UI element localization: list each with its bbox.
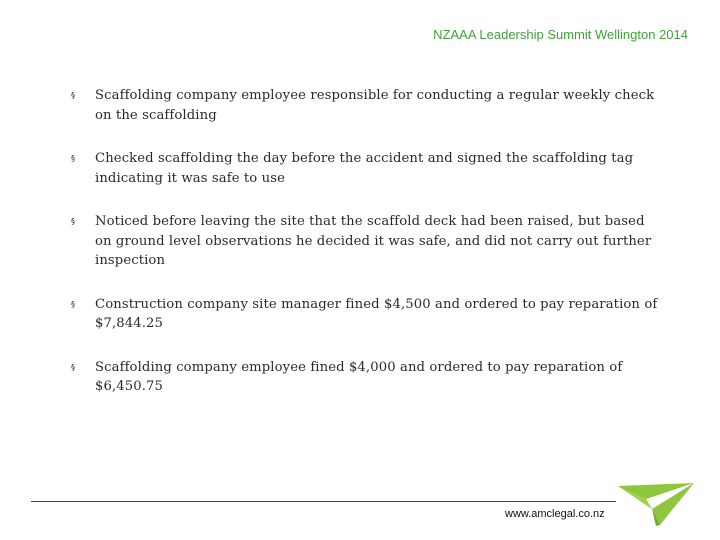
bullet-marker: § [71, 217, 75, 226]
paper-plane-icon [616, 481, 696, 529]
bullet-text: Construction company site manager fined $4,500 and ordered to pay reparation of $7,844.25 [95, 296, 658, 331]
list-item [71, 358, 661, 397]
list-item [71, 212, 661, 271]
footer-divider [31, 501, 616, 502]
bullet-text: Scaffolding company employee fined $4,000 and ordered to pay reparation of $6,450.75 [95, 359, 623, 394]
header-title: NZAAA Leadership Summit Wellington 2014 [433, 27, 688, 42]
bullet-text: Noticed before leaving the site that the scaffold deck had been raised, but based on ground level observations he decided it was safe, and did not carry out further inspection [95, 214, 652, 268]
bullet-marker: § [71, 91, 75, 100]
bullet-marker: § [71, 299, 75, 309]
bullet-marker: § [71, 362, 75, 372]
list-item [71, 86, 661, 125]
bullet-text: Scaffolding company employee responsible for conducting a regular weekly check on the scaffolding [95, 88, 655, 123]
bullet-text: Checked scaffolding the day before the accident and signed the scaffolding tag indicating it was safe to use [95, 151, 634, 186]
bullet-list [71, 86, 661, 421]
footer-url[interactable]: www.amclegal.co.nz [505, 508, 605, 520]
bullet-marker: § [71, 154, 75, 163]
list-item [71, 295, 661, 334]
list-item [71, 149, 661, 188]
